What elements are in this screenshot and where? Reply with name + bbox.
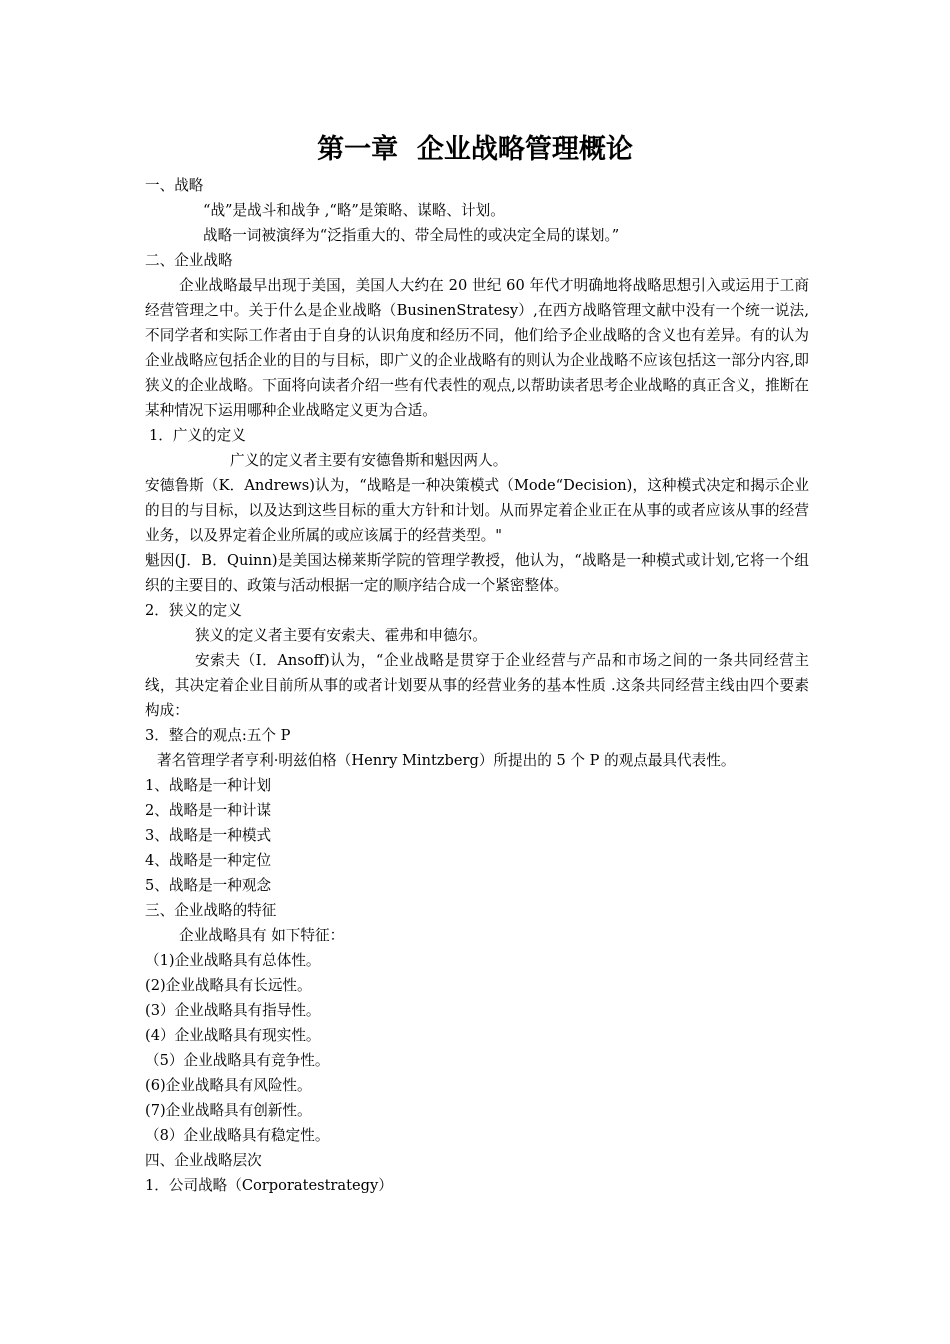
document-line: 4、战略是一种定位 (145, 852, 272, 869)
document-line: 战略一词被演绎为“泛指重大的、带全局性的或决定全局的谋划。” (203, 227, 620, 244)
document-line: (6)企业战略具有风险性。 (145, 1077, 312, 1094)
document-line: 狭义的定义者主要有安索夫、霍弗和申德尔。 (195, 627, 487, 644)
document-line: 二、企业战略 (145, 252, 233, 269)
document-line: 1、战略是一种计划 (145, 777, 272, 794)
document-line: 著名管理学者亨利·明兹伯格（Henry Mintzberg）所提出的 5 个 P 的观点最具代表性。 (157, 752, 736, 769)
document-line: （8）企业战略具有稳定性。 (145, 1127, 330, 1144)
document-line: 5、战略是一种观念 (145, 877, 272, 894)
document-body (145, 173, 809, 1198)
document-line: 三、企业战略的特征 (145, 902, 277, 919)
document-line: 1．广义的定义 (149, 427, 246, 444)
document-line: （1)企业战略具有总体性。 (145, 952, 321, 969)
document-line: “战”是战斗和战争 ,“略”是策略、谋略、计划。 (203, 202, 505, 219)
document-line: 企业战略最早出现于美国，美国人大约在 20 世纪 60 年代才明确地将战略思想引入或运用于工商经营管理之中。关于什么是企业战略（BusinenStratesy）,在西方战略管理文献中没有一个统一说法,不同学者和实际工作者由于自身的认识角度和经历不同，他们给予企业战略的含义也有差异。有的认为企业战略应包括企业的目的与目标，即广义的企业战略有的则认为企业战略不应该包括这一部分内容,即狭义的企业战略。下面将向读者介绍一些有代表性的观点,以帮助读者思考企业战略的真正含义，推断在某种情况下运用哪种企业战略定义更为合适。 (145, 277, 809, 419)
document-line: 一、战略 (145, 177, 204, 194)
document-line: 3．整合的观点:五个 P (145, 727, 291, 744)
document-line: 3、战略是一种模式 (145, 827, 272, 844)
document-line: 2、战略是一种计谋 (145, 802, 272, 819)
document-line: 四、企业战略层次 (145, 1152, 262, 1169)
document-line: 安索夫（I．Ansoff)认为，“企业战略是贯穿于企业经营与产品和市场之间的一条共同经营主线，其决定着企业目前所从事的或者计划要从事的经营业务的基本性质 .这条共同经营主线由四个要素构成： (145, 652, 809, 719)
document-line: 广义的定义者主要有安德鲁斯和魁因两人。 (230, 452, 508, 469)
document-line: (4）企业战略具有现实性。 (145, 1027, 321, 1044)
document-line: 2．狭义的定义 (145, 602, 242, 619)
page-title: 第一章 企业战略管理概论 (317, 134, 633, 165)
document-line: (7)企业战略具有创新性。 (145, 1102, 312, 1119)
document-line: (2)企业战略具有长远性。 (145, 977, 312, 994)
document-line: 安德鲁斯（K．Andrews)认为，“战略是一种决策模式（Mode“Decision)，这种模式决定和揭示企业的目的与目标，以及达到这些目标的重大方针和计划。从而界定着企业正在从事的或者应该从事的经营业务，以及界定着企业所属的或应该属于的经营类型。" (145, 477, 809, 544)
document-line: (3）企业战略具有指导性。 (145, 1002, 321, 1019)
document-line: 企业战略具有 如下特征： (179, 927, 345, 944)
document-line: 魁因(J．B．Quinn)是美国达梯莱斯学院的管理学教授，他认为，“战略是一种模式或计划,它将一个组织的主要目的、政策与活动根据一定的顺序结合成一个紧密整体。 (145, 552, 809, 594)
document-line: （5）企业战略具有竞争性。 (145, 1052, 330, 1069)
document-line: 1．公司战略（Corporatestrategy） (145, 1177, 393, 1194)
